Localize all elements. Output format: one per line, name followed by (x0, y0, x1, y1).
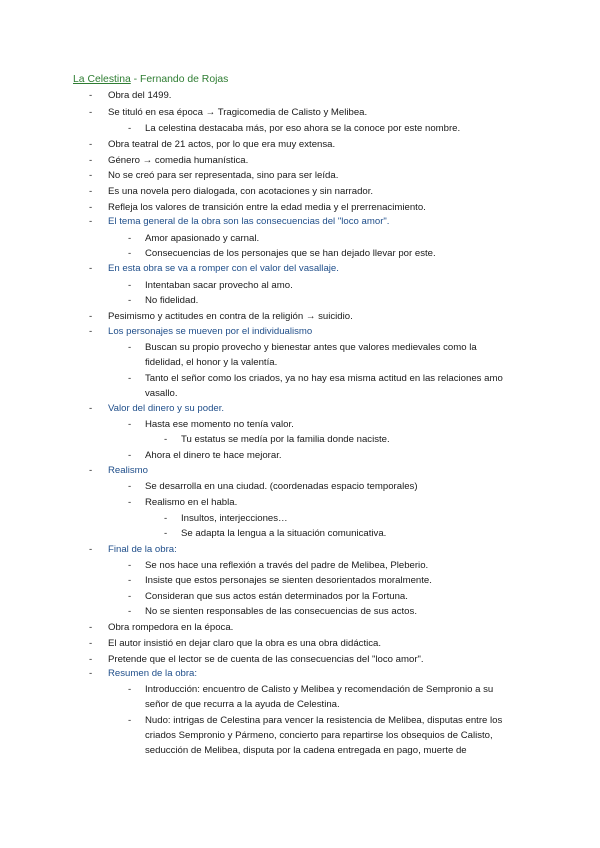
list-item-text: La celestina destacaba más, por eso ahora se la conoce por este nombre. (145, 123, 461, 134)
list-item-text: Los personajes se mueven por el individualismo (108, 326, 313, 337)
list-item (164, 528, 387, 540)
bullet-dash: - (128, 248, 132, 259)
bullet-dash: - (89, 170, 93, 181)
bullet-dash: - (128, 233, 132, 244)
list-item-continuation (145, 730, 493, 742)
list-item-text: Nudo: intrigas de Celestina para vencer la resistencia de Melibea, disputas entre los (145, 715, 503, 726)
list-item (89, 465, 148, 477)
list-item-text: Consideran que sus actos están determinados por la Fortuna. (145, 591, 408, 602)
list-item (128, 591, 408, 603)
list-item-text: Valor del dinero y su poder. (108, 403, 225, 414)
bullet-dash: - (164, 513, 168, 524)
list-item (89, 654, 424, 666)
bullet-dash: - (89, 403, 93, 414)
list-item-text: No fidelidad. (145, 295, 199, 306)
list-item-text: El autor insistió en dejar claro que la obra es una obra didáctica. (108, 638, 382, 649)
bullet-dash: - (89, 263, 93, 274)
list-item-continuation (145, 357, 277, 369)
bullet-dash: - (128, 575, 132, 586)
page-title (73, 74, 228, 85)
bullet-dash: - (89, 668, 93, 679)
list-item-text: Refleja los valores de transición entre la edad media y el prerrenacimiento. (108, 202, 426, 213)
list-item (128, 373, 503, 385)
list-item (128, 123, 461, 135)
bullet-dash: - (128, 715, 132, 726)
bullet-dash: - (128, 295, 132, 306)
list-item (128, 233, 260, 245)
list-item (89, 186, 374, 198)
bullet-dash: - (89, 202, 93, 213)
bullet-dash: - (89, 107, 93, 118)
title-author: Fernando de Rojas (140, 74, 229, 85)
list-item (89, 544, 177, 556)
list-item-text: Obra rompedora en la época. (108, 622, 234, 633)
list-item (89, 139, 336, 151)
list-item (128, 497, 238, 509)
list-item-text: Pretende que el lector se de cuenta de las consecuencias del "loco amor". (108, 654, 424, 665)
list-item (128, 481, 418, 493)
list-item (128, 606, 417, 618)
list-item-text: Se desarrolla en una ciudad. (coordenadas espacio temporales) (145, 481, 418, 492)
list-item (89, 668, 198, 680)
bullet-dash: - (128, 280, 132, 291)
list-item-text: Amor apasionado y carnal. (145, 233, 260, 244)
list-item-text: Obra teatral de 21 actos, por lo que era muy extensa. (108, 139, 336, 150)
bullet-dash: - (128, 450, 132, 461)
list-item-continuation (145, 745, 467, 757)
list-item (128, 684, 494, 696)
list-item-text: Género → comedia humanística. (108, 155, 249, 166)
list-item (89, 155, 249, 167)
list-item-text: Insiste que estos personajes se sienten desorientados moralmente. (145, 575, 432, 586)
list-item (89, 326, 313, 338)
bullet-dash: - (128, 342, 132, 353)
list-item-text: Realismo en el habla. (145, 497, 238, 508)
list-item (89, 403, 225, 415)
list-item-continuation (145, 699, 340, 711)
bullet-dash: - (128, 419, 132, 430)
bullet-dash: - (128, 497, 132, 508)
list-item-text: Obra del 1499. (108, 90, 172, 101)
list-item (89, 263, 339, 275)
bullet-dash: - (128, 373, 132, 384)
bullet-dash: - (128, 560, 132, 571)
list-item-text: En esta obra se va a romper con el valor del vasallaje. (108, 263, 339, 274)
list-item (128, 342, 477, 354)
list-item-text: vasallo. (145, 388, 178, 399)
list-item-text: El tema general de la obra son las consecuencias del "loco amor". (108, 216, 390, 227)
list-item (128, 248, 436, 260)
list-item-continuation (145, 388, 178, 400)
list-item (128, 419, 294, 431)
list-item-text: Tu estatus se medía por la familia donde naciste. (181, 434, 390, 445)
list-item (164, 513, 288, 525)
bullet-dash: - (128, 123, 132, 134)
list-item-text: Consecuencias de los personajes que se han dejado llevar por este. (145, 248, 436, 259)
list-item (89, 202, 426, 214)
list-item (89, 90, 172, 102)
list-item-text: Resumen de la obra: (108, 668, 198, 679)
list-item-text: Buscan su propio provecho y bienestar antes que valores medievales como la (145, 342, 477, 353)
list-item-text: seducción de Melibea, disputa por la cadena entregada en pago, muerte de (145, 745, 467, 756)
list-item-text: criados Sempronio y Pármeno, concierto para repartirse los obsequios de Calisto, (145, 730, 493, 741)
list-item-text: Se adapta la lengua a la situación comunicativa. (181, 528, 387, 539)
bullet-dash: - (89, 186, 93, 197)
list-item-text: No se sienten responsables de las consecuencias de sus actos. (145, 606, 417, 617)
bullet-dash: - (89, 465, 93, 476)
bullet-dash: - (89, 139, 93, 150)
list-item-text: Pesimismo y actitudes en contra de la religión → suicidio. (108, 311, 353, 322)
bullet-dash: - (89, 638, 93, 649)
list-item-text: Intentaban sacar provecho al amo. (145, 280, 293, 291)
bullet-dash: - (89, 311, 93, 322)
bullet-dash: - (89, 654, 93, 665)
list-item (89, 311, 353, 323)
list-item (128, 280, 293, 292)
list-item-text: fidelidad, el honor y la valentía. (145, 357, 278, 368)
bullet-dash: - (128, 481, 132, 492)
list-item (89, 216, 390, 228)
bullet-dash: - (89, 90, 93, 101)
bullet-dash: - (128, 606, 132, 617)
list-item-text: Es una novela pero dialogada, con acotaciones y sin narrador. (108, 186, 374, 197)
list-item (164, 434, 390, 446)
bullet-dash: - (164, 528, 168, 539)
bullet-dash: - (89, 216, 93, 227)
bullet-dash: - (89, 155, 93, 166)
list-item (128, 575, 432, 587)
list-item (128, 715, 503, 727)
list-item-text: Tanto el señor como los criados, ya no hay esa misma actitud en las relaciones amo (145, 373, 503, 384)
list-item (128, 450, 282, 462)
list-item-text: Final de la obra: (108, 544, 177, 555)
list-item-text: Introducción: encuentro de Calisto y Melibea y recomendación de Sempronio a su (145, 684, 494, 695)
list-item (89, 170, 339, 182)
list-item-text: No se creó para ser representada, sino para ser leída. (108, 170, 339, 181)
list-item (89, 638, 382, 650)
title-separator: - (130, 74, 140, 85)
bullet-dash: - (89, 622, 93, 633)
list-item (128, 295, 199, 307)
title-work: La Celestina (73, 74, 131, 85)
bullet-dash: - (89, 544, 93, 555)
list-item-text: Se tituló en esa época → Tragicomedia de Calisto y Melibea. (108, 107, 368, 118)
bullet-dash: - (128, 591, 132, 602)
list-item-text: Realismo (108, 465, 148, 476)
list-item-text: Hasta ese momento no tenía valor. (145, 419, 294, 430)
list-item-text: señor de que recurra a la ayuda de Celestina. (145, 699, 340, 710)
bullet-dash: - (89, 326, 93, 337)
list-item-text: Insultos, interjecciones… (181, 513, 288, 524)
list-item (128, 560, 429, 572)
list-item (89, 622, 234, 634)
bullet-dash: - (164, 434, 168, 445)
bullet-dash: - (128, 684, 132, 695)
list-item-text: Se nos hace una reflexión a través del padre de Melibea, Pleberio. (145, 560, 429, 571)
list-item-text: Ahora el dinero te hace mejorar. (145, 450, 282, 461)
list-item (89, 107, 368, 119)
